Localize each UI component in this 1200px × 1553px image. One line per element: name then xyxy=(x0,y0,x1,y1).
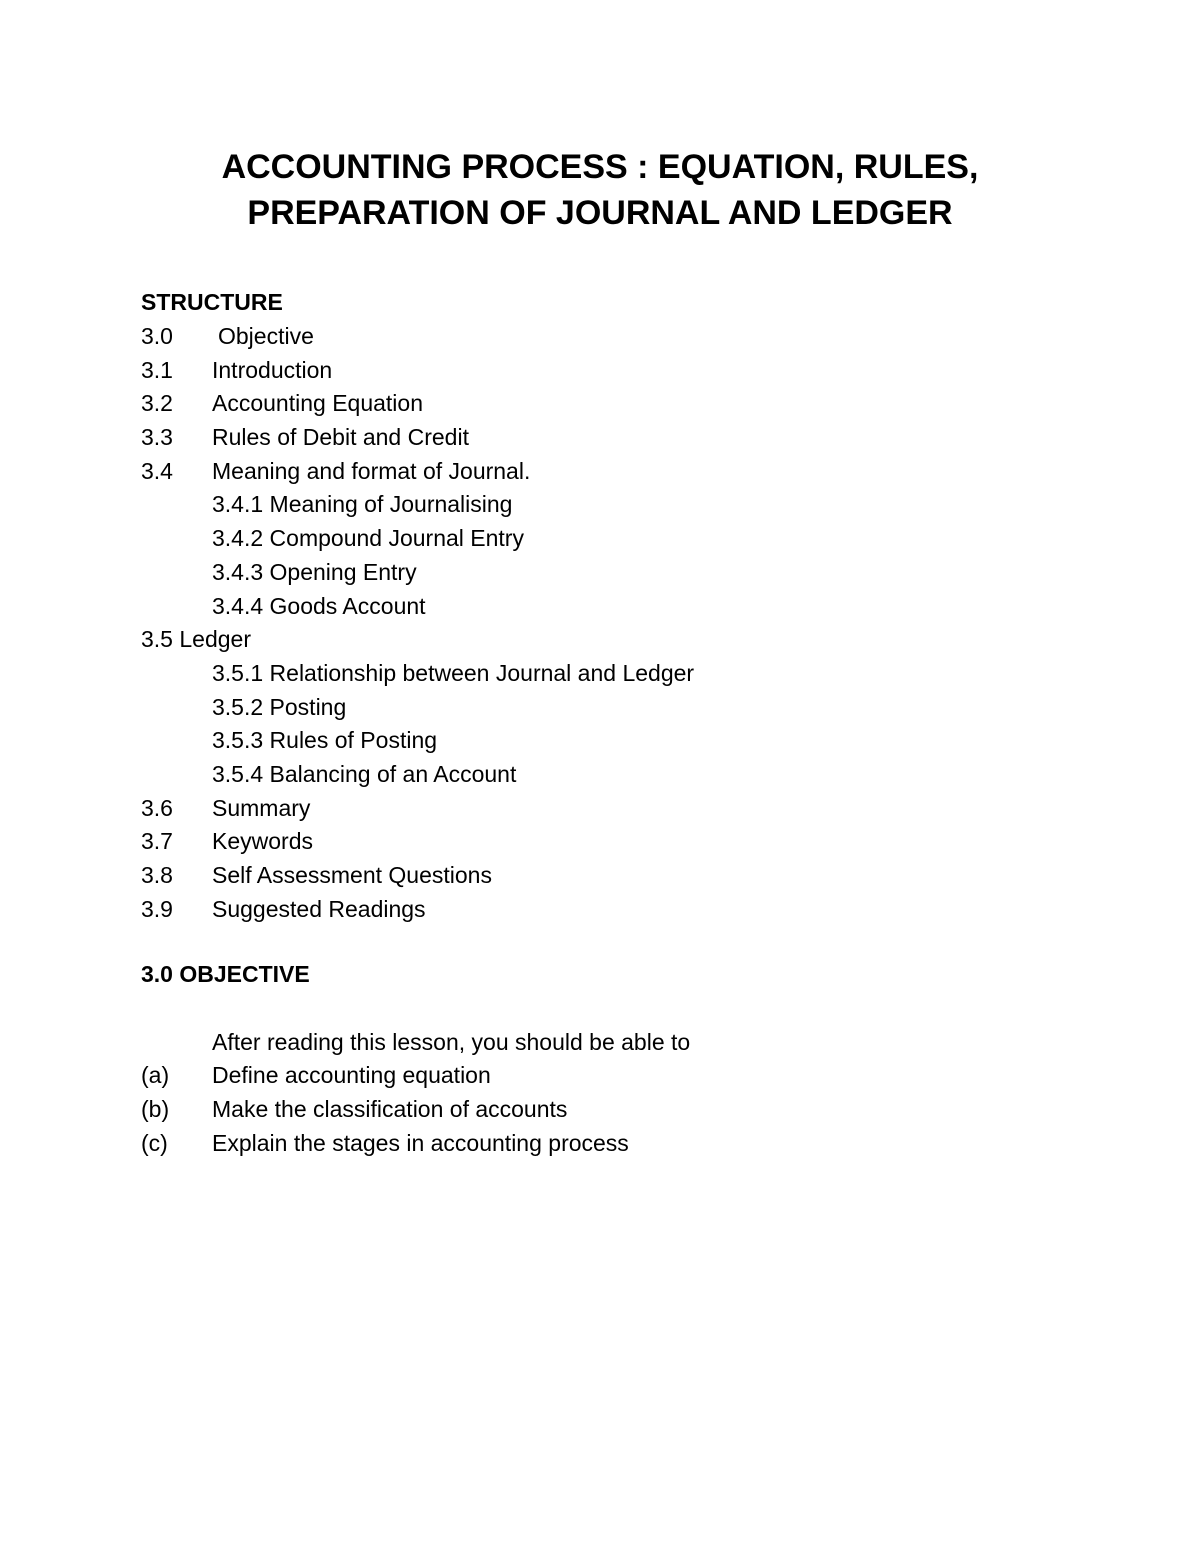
structure-item-number: 3.4 xyxy=(141,458,173,484)
structure-subitem-text: 3.5.1 Relationship between Journal and Ledger xyxy=(212,660,695,686)
structure-item-number: 3.3 xyxy=(141,424,173,450)
objective-label: (a) xyxy=(141,1062,170,1088)
structure-item-text: Introduction xyxy=(212,357,333,383)
structure-item-text: Self Assessment Questions xyxy=(212,862,492,888)
structure-subitem-text: 3.4.3 Opening Entry xyxy=(212,559,417,585)
structure-item-text: Suggested Readings xyxy=(212,896,426,922)
structure-item-number: 3.1 xyxy=(141,357,173,383)
structure-item-text: Rules of Debit and Credit xyxy=(212,424,469,450)
structure-item-number: 3.9 xyxy=(141,896,173,922)
structure-item-text: Keywords xyxy=(212,828,313,854)
structure-heading: STRUCTURE xyxy=(141,289,283,315)
structure-item-number: 3.0 xyxy=(141,323,173,349)
document-title-line-2: PREPARATION OF JOURNAL AND LEDGER xyxy=(247,194,953,232)
structure-item-text: Summary xyxy=(212,795,311,821)
objective-label: (c) xyxy=(141,1130,168,1156)
structure-subitem-text: 3.4.2 Compound Journal Entry xyxy=(212,525,524,551)
objective-text: Make the classification of accounts xyxy=(212,1096,568,1122)
objective-intro: After reading this lesson, you should be able to xyxy=(212,1029,691,1055)
structure-item-text: Accounting Equation xyxy=(212,390,423,416)
structure-item-number: 3.2 xyxy=(141,390,173,416)
structure-item-number: 3.5 Ledger xyxy=(141,626,251,652)
structure-item-text: Meaning and format of Journal. xyxy=(212,458,531,484)
structure-subitem-text: 3.5.3 Rules of Posting xyxy=(212,727,438,753)
document-title-line-1: ACCOUNTING PROCESS : EQUATION, RULES, xyxy=(221,148,979,186)
structure-subitem-text: 3.4.1 Meaning of Journalising xyxy=(212,491,513,517)
objective-label: (b) xyxy=(141,1096,170,1122)
structure-item-number: 3.7 xyxy=(141,828,173,854)
structure-item-text: Objective xyxy=(218,323,314,349)
structure-item-number: 3.6 xyxy=(141,795,173,821)
structure-item-number: 3.8 xyxy=(141,862,173,888)
objective-heading: 3.0 OBJECTIVE xyxy=(141,961,310,987)
structure-subitem-text: 3.4.4 Goods Account xyxy=(212,593,426,619)
objective-text: Explain the stages in accounting process xyxy=(212,1130,629,1156)
objective-text: Define accounting equation xyxy=(212,1062,491,1088)
structure-subitem-text: 3.5.4 Balancing of an Account xyxy=(212,761,517,787)
structure-subitem-text: 3.5.2 Posting xyxy=(212,694,347,720)
